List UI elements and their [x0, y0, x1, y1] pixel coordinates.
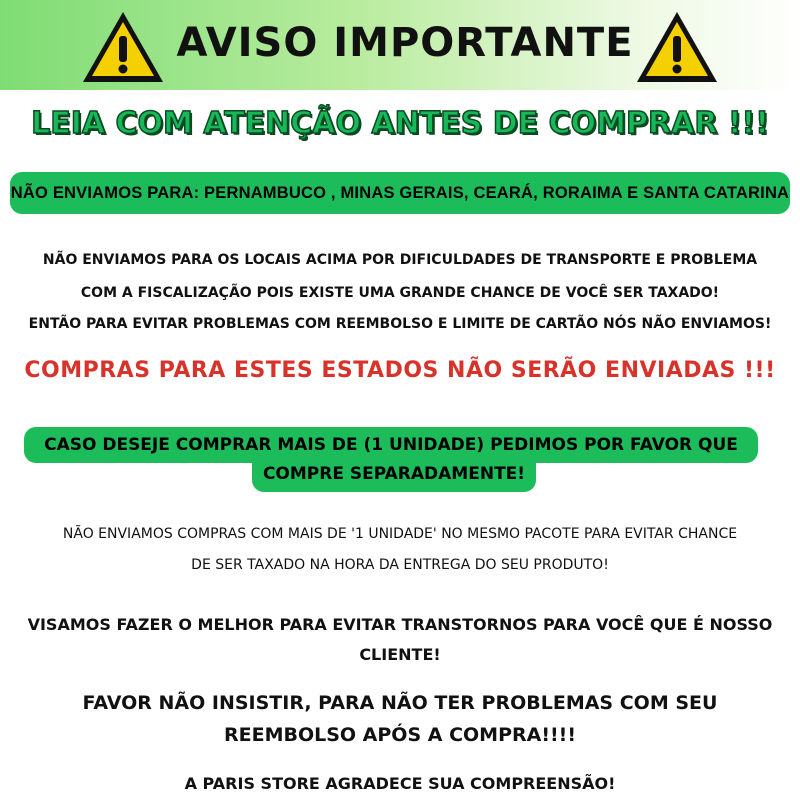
units-banner-line2: COMPRE SEPARADAMENTE! [252, 456, 536, 492]
warning-icon [80, 9, 166, 85]
states-banner: NÃO ENVIAMOS PARA: PERNAMBUCO , MINAS GERAIS, CEARÁ, RORAIMA E SANTA CATARINA [10, 172, 790, 214]
paragraph1-line: NÃO ENVIAMOS PARA OS LOCAIS ACIMA POR DIFICULDADES DE TRANSPORTE E PROBLEMA [42, 252, 758, 268]
warning-icon [634, 9, 720, 85]
subtitle: LEIA COM ATENÇÃO ANTES DE COMPRAR !!! [31, 106, 769, 141]
paragraph1-line: COM A FISCALIZAÇÃO POIS EXISTE UMA GRANDE CHANCE DE VOCÊ SER TAXADO! [80, 285, 720, 301]
page-title: AVISO IMPORTANTE [176, 20, 634, 66]
paragraph4-line: REEMBOLSO APÓS A COMPRA!!!! [223, 724, 576, 746]
closing-text: A PARIS STORE AGRADECE SUA COMPREENSÃO! [184, 774, 616, 793]
paragraph2-line: NÃO ENVIAMOS COMPRAS COM MAIS DE '1 UNIDADE' NO MESMO PACOTE PARA EVITAR CHANCE [62, 526, 738, 542]
alert-text: COMPRAS PARA ESTES ESTADOS NÃO SERÃO ENVIADAS !!! [24, 358, 776, 383]
paragraph4-line: FAVOR NÃO INSISTIR, PARA NÃO TER PROBLEMAS COM SEU [82, 692, 718, 714]
paragraph3-line: VISAMOS FAZER O MELHOR PARA EVITAR TRANSTORNOS PARA VOCÊ QUE É NOSSO [27, 615, 773, 634]
paragraph2-line: DE SER TAXADO NA HORA DA ENTREGA DO SEU PRODUTO! [191, 557, 609, 573]
paragraph3-line: CLIENTE! [359, 645, 441, 664]
units-banner-line1: CASO DESEJE COMPRAR MAIS DE (1 UNIDADE) PEDIMOS POR FAVOR QUE [24, 427, 758, 463]
paragraph1-line: ENTÃO PARA EVITAR PROBLEMAS COM REEMBOLSO E LIMITE DE CARTÃO NÓS NÃO ENVIAMOS! [28, 316, 772, 332]
header-banner [0, 0, 800, 90]
